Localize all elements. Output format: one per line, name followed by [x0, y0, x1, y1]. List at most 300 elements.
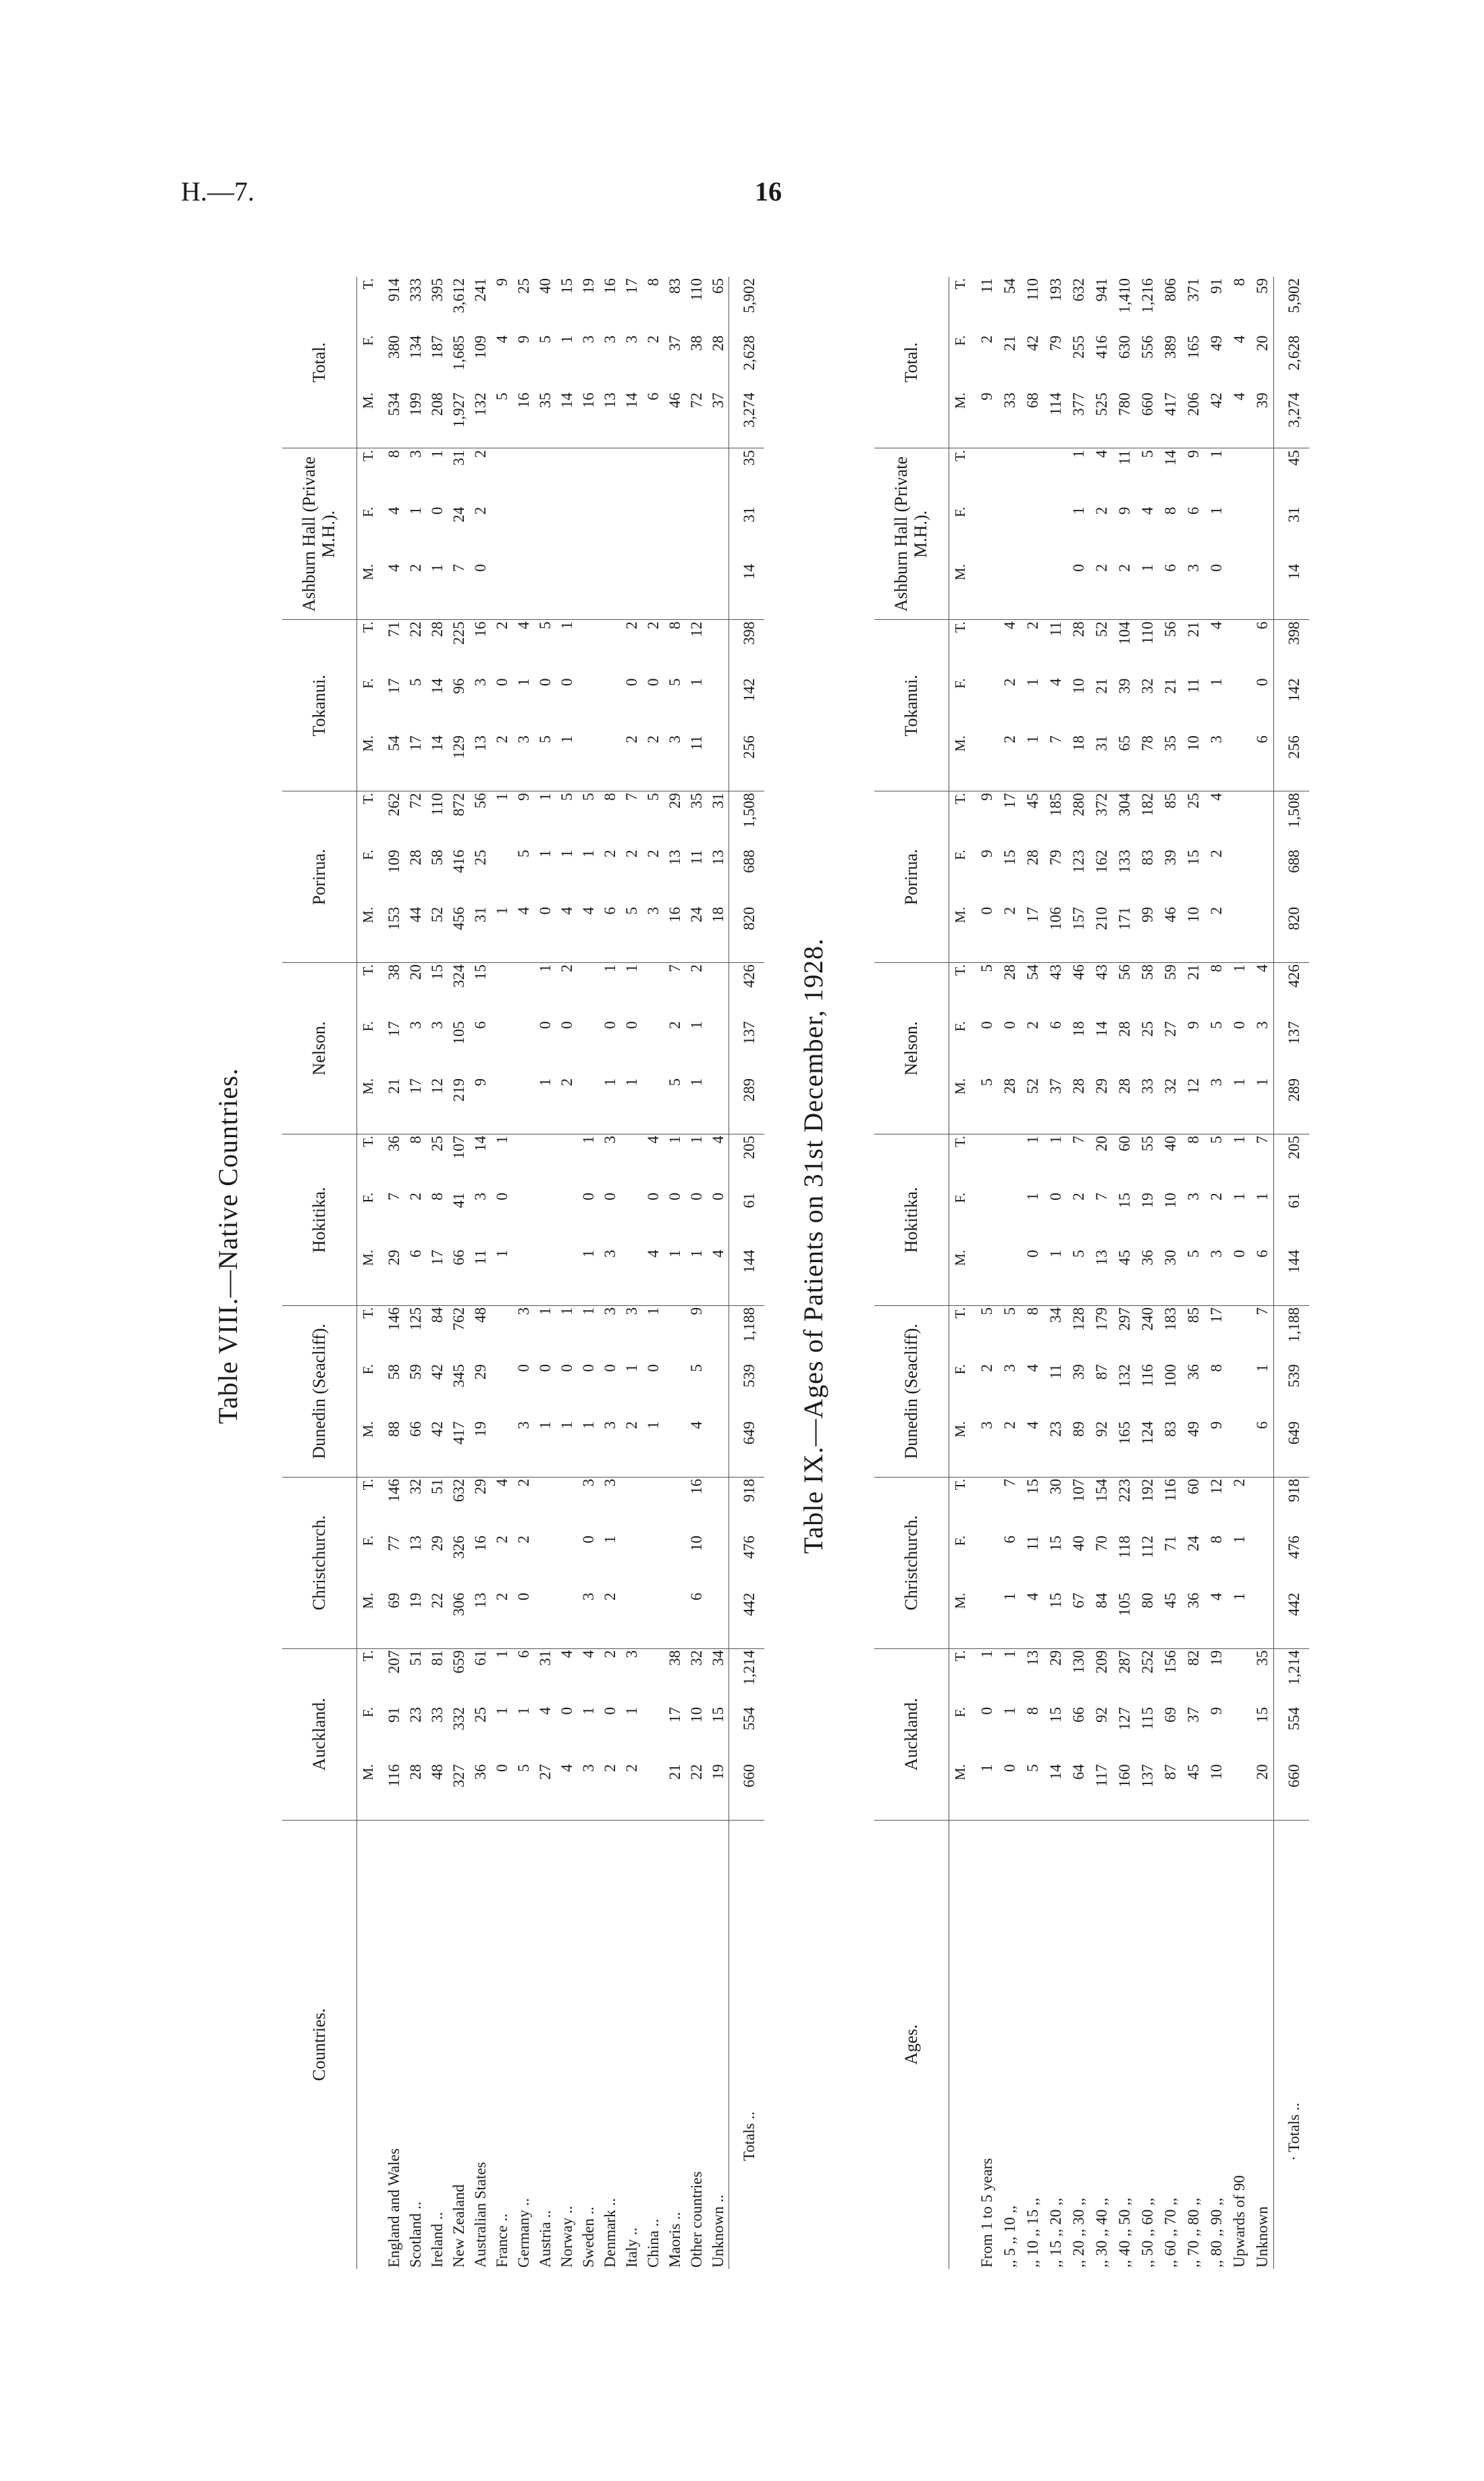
totals-cell: 398 [1274, 620, 1310, 677]
table-cell: 5 [558, 793, 575, 801]
sub-header: T. [359, 964, 376, 976]
table-cell: 33 [998, 391, 1021, 448]
table-cell: 42 [426, 1420, 448, 1478]
table-cell: 118 [1115, 1535, 1133, 1559]
table-cell [971, 1134, 998, 1192]
table-cell: 4 [1001, 621, 1018, 629]
table-cell: 116 [379, 1762, 404, 1820]
sub-header: F. [951, 335, 968, 346]
table-cell: 0 [1253, 678, 1271, 687]
table-cell: 630 [1115, 335, 1133, 359]
table-cell: 2 [1024, 1021, 1041, 1029]
table-cell: 1 [1001, 1706, 1018, 1715]
table-cell: 762 [450, 1307, 467, 1331]
table-cell [1227, 1762, 1250, 1820]
sub-header-spacer [949, 1820, 972, 2269]
table-cell [1227, 1706, 1250, 1763]
totals-label: Totals .. [729, 1820, 765, 2269]
table-cell: 27 [534, 1762, 556, 1820]
table-cell [577, 620, 599, 677]
table-cell [556, 1134, 577, 1192]
table-cell: 2 [644, 335, 662, 344]
table-cell: 1 [687, 1136, 705, 1144]
table-cell: 3 [601, 335, 618, 344]
table-cell: 13 [599, 391, 620, 448]
table-cell: 17 [385, 1021, 402, 1037]
table-cell: 40 [1161, 1136, 1179, 1152]
table-cell: 2 [1113, 563, 1136, 620]
sub-header: F. [359, 1021, 376, 1032]
totals-cell: 144 [1274, 1249, 1310, 1306]
table-cell: 1,410 [1115, 278, 1133, 313]
sub-header: F. [359, 335, 376, 346]
table-cell: 52 [1092, 621, 1110, 637]
row-label: ,, 50 ,, 60 ,, [1138, 2197, 1156, 2268]
table-cell [620, 1191, 642, 1249]
sub-header: M. [357, 1077, 379, 1134]
table-cell: 17 [666, 1706, 683, 1723]
table-cell: 632 [1069, 278, 1087, 302]
table-cell [534, 1534, 556, 1592]
table-cell: 21 [1001, 335, 1018, 351]
table-cell: 1 [687, 1021, 705, 1029]
table-cell [491, 1305, 512, 1363]
table-cell [1250, 1477, 1274, 1534]
table-cell: 2 [1069, 1193, 1087, 1201]
table-cell: 1 [534, 1077, 556, 1134]
table-cell: 49 [1207, 335, 1225, 351]
row-label: Germany .. [514, 2198, 532, 2268]
table-row [1021, 277, 1044, 2269]
table-cell: 7 [385, 1193, 402, 1201]
table-cell [491, 1020, 512, 1077]
table-cell: 0 [644, 1193, 662, 1201]
table-cell: 3 [642, 906, 664, 963]
table-cell: 9 [1184, 450, 1202, 458]
table-cell: 10 [687, 1706, 705, 1723]
table-cell: 14 [620, 391, 642, 448]
table-cell: 0 [579, 1535, 597, 1544]
table-cell: 4 [1230, 335, 1248, 344]
table-cell: 15 [1253, 1706, 1271, 1723]
table-cell: 1 [579, 1307, 597, 1315]
table-cell: 1 [428, 450, 446, 458]
totals-row [729, 277, 765, 2269]
table-cell [620, 563, 642, 620]
table-cell: 41 [450, 1193, 467, 1209]
table-cell: 1 [622, 1706, 640, 1715]
table-cell: 107 [1069, 1478, 1087, 1503]
table-cell: 225 [450, 621, 467, 645]
table-cell [556, 1592, 577, 1649]
column-group-header: Tokanui. [282, 620, 357, 791]
table-cell: 252 [1138, 1650, 1156, 1674]
table-cell [512, 563, 534, 620]
table-cell: 0 [1021, 1249, 1044, 1306]
table-cell [998, 506, 1021, 563]
row-label: England and Wales [385, 2148, 402, 2268]
table-cell: 2 [666, 1021, 683, 1029]
table-cell: 8 [1184, 1136, 1202, 1144]
table-cell: 15 [1024, 1478, 1041, 1494]
column-group-header: Auckland. [282, 1648, 357, 1820]
table-cell: 2 [642, 734, 664, 791]
totals-cell: 476 [1274, 1534, 1310, 1592]
totals-cell: 554 [1274, 1706, 1310, 1763]
table-cell: 20 [406, 964, 424, 981]
table-cell [1227, 1305, 1250, 1363]
table-cell: 24 [685, 906, 707, 963]
totals-cell: 918 [729, 1477, 765, 1534]
table-cell: 6 [1253, 621, 1271, 629]
totals-cell: 61 [729, 1191, 765, 1249]
table-cell: 0 [491, 1762, 512, 1820]
table-cell: 1,927 [448, 391, 469, 448]
table-cell: 0 [644, 678, 662, 686]
table-cell: 157 [1067, 906, 1090, 963]
table-cell: 209 [1092, 1650, 1110, 1674]
table-cell: 1 [601, 1535, 618, 1544]
leader-dots [534, 1820, 556, 1970]
table-cell: 29 [666, 793, 683, 809]
table-cell [971, 563, 998, 620]
table-cell: 2 [1230, 1478, 1248, 1487]
column-group-header: Total. [874, 277, 949, 448]
table-cell [707, 1534, 729, 1592]
table-cell [1250, 1534, 1274, 1592]
table-cell: 36 [1184, 1364, 1202, 1380]
table-cell: 82 [1184, 1650, 1202, 1666]
table-cell [642, 563, 664, 620]
row-label: ,, 70 ,, 80 ,, [1184, 2197, 1202, 2268]
table-cell: 2 [493, 621, 510, 629]
column-group-header: Nelson. [874, 963, 949, 1134]
sub-header: M. [949, 1077, 972, 1134]
table-cell [534, 563, 556, 620]
table-cell: 1 [558, 1307, 575, 1315]
table-cell: 154 [1092, 1478, 1110, 1503]
table-cell: 10 [1069, 678, 1087, 694]
table-cell: 15 [471, 964, 489, 981]
table-cell [491, 1363, 512, 1420]
table-cell: 4 [1046, 678, 1064, 687]
table-cell [620, 1249, 642, 1306]
table-cell: 3 [512, 734, 534, 791]
table-cell: 44 [404, 906, 426, 963]
table-cell: 17 [1001, 793, 1018, 809]
table-cell: 20 [1092, 1136, 1110, 1152]
table-cell: 115 [1138, 1706, 1156, 1730]
leader-dots [998, 1820, 1021, 1970]
leader-dots [1136, 1820, 1159, 1970]
table-cell: 1,216 [1138, 278, 1156, 313]
totals-cell: 31 [1274, 506, 1310, 563]
table-cell: 9 [978, 850, 995, 858]
table-cell: 5 [534, 734, 556, 791]
table-cell: 18 [1069, 1021, 1087, 1037]
totals-cell: 5,902 [1274, 277, 1310, 334]
leader-dots [512, 1820, 534, 1970]
table-cell [707, 448, 729, 506]
table-cell: 2 [998, 906, 1021, 963]
table-cell [534, 506, 556, 563]
table-cell: 326 [450, 1535, 467, 1559]
table-cell: 21 [664, 1762, 685, 1820]
table-cell: 8 [1207, 1364, 1225, 1372]
table-cell: 2 [556, 1077, 577, 1134]
table-cell [620, 1592, 642, 1649]
row-label: ,, 60 ,, 70 ,, [1161, 2197, 1179, 2268]
table-cell [664, 506, 685, 563]
table-cell: 37 [666, 335, 683, 351]
table-cell: 1 [536, 1307, 554, 1315]
table-cell: 39 [1250, 391, 1274, 448]
table-cell: 1 [514, 1706, 532, 1715]
row-label: France .. [493, 2214, 510, 2268]
table-cell: 11 [685, 734, 707, 791]
table-cell: 84 [428, 1307, 446, 1323]
table-cell [664, 1534, 685, 1592]
table-cell: 42 [1024, 335, 1041, 351]
table-cell: 1 [577, 1249, 599, 1306]
totals-cell: 539 [729, 1363, 765, 1420]
row-label: Other countries [687, 2171, 705, 2268]
table-cell: 1 [685, 1249, 707, 1306]
table-cell: 1 [558, 850, 575, 858]
table-cell [642, 1020, 664, 1077]
table-cell [642, 1077, 664, 1134]
row-label: Austria .. [536, 2210, 554, 2268]
table-cell: 20 [1250, 1762, 1274, 1820]
table-cell: 3 [599, 1249, 620, 1306]
table-cell: 2 [622, 621, 640, 629]
table-cell: 1 [1069, 506, 1087, 515]
sub-header: M. [949, 734, 972, 791]
totals-cell: 3,274 [729, 391, 765, 448]
table-cell [577, 734, 599, 791]
table-cell: 109 [385, 850, 402, 873]
table-cell: 21 [1161, 678, 1179, 694]
table-cell: 83 [1138, 850, 1156, 866]
table-cell: 72 [406, 793, 424, 809]
sub-header: T. [359, 1478, 376, 1490]
table-cell [1044, 563, 1067, 620]
totals-cell: 2,628 [729, 334, 765, 392]
sub-header: F. [951, 506, 968, 517]
table-cell [642, 1534, 664, 1592]
table-cell: 117 [1090, 1762, 1113, 1820]
totals-cell: 660 [729, 1762, 765, 1820]
totals-cell: 649 [729, 1420, 765, 1478]
totals-label: · Totals .. [1274, 1820, 1310, 2269]
table-cell: 380 [385, 335, 402, 359]
table-cell: 109 [471, 335, 489, 359]
table-cell: 22 [406, 621, 424, 637]
table-cell [1250, 848, 1274, 906]
table-cell: 0 [1067, 563, 1090, 620]
sub-header: M. [949, 1249, 972, 1306]
table-cell [971, 448, 998, 506]
table-cell: 1 [1207, 678, 1225, 687]
table-cell [664, 1305, 685, 1363]
table-cell: 1 [1024, 1136, 1041, 1144]
totals-cell: 61 [1274, 1191, 1310, 1249]
table-cell: 2 [998, 734, 1021, 791]
sub-header: M. [357, 1762, 379, 1820]
table-cell: 0 [512, 1592, 534, 1649]
table-cell: 45 [1113, 1249, 1136, 1306]
table-cell: 5 [1138, 450, 1156, 458]
totals-cell: 205 [1274, 1134, 1310, 1192]
table-row [491, 277, 512, 2269]
table-cell [556, 1534, 577, 1592]
table-cell: 4 [1253, 964, 1271, 972]
table-ix-title: Table IX.—Ages of Patients on 31st December, 1928. [798, 937, 828, 1555]
table-cell: 4 [1021, 1420, 1044, 1478]
sub-header: F. [359, 678, 376, 689]
table-cell: 134 [406, 335, 424, 359]
table-cell: 3 [579, 1478, 597, 1487]
table-cell: 33 [428, 1706, 446, 1723]
table-cell: 52 [426, 906, 448, 963]
sub-header: T. [951, 278, 968, 290]
table-cell: 223 [1115, 1478, 1133, 1503]
table-cell [577, 963, 599, 1020]
table-cell: 35 [1253, 1650, 1271, 1666]
table-cell: 1 [493, 1136, 510, 1144]
table-cell: 36 [1182, 1592, 1204, 1649]
table-cell: 35 [534, 391, 556, 448]
table-cell [534, 1592, 556, 1649]
table-cell: 10 [1182, 734, 1204, 791]
table-cell: 9 [1115, 506, 1133, 515]
table-row [379, 277, 404, 2269]
table-cell: 1 [1001, 1650, 1018, 1659]
table-cell [707, 677, 729, 735]
table-cell: 0 [622, 1021, 640, 1029]
sub-header: M. [949, 906, 972, 963]
table-cell [707, 1020, 729, 1077]
table-cell: 2 [406, 1193, 424, 1201]
table-cell: 2 [471, 450, 489, 458]
totals-cell: 688 [1274, 848, 1310, 906]
table-cell: 1 [601, 964, 618, 972]
table-cell: 11 [1046, 621, 1064, 637]
sub-header: F. [951, 1535, 968, 1546]
table-cell: 0 [1227, 1249, 1250, 1306]
table-cell: 2 [1024, 621, 1041, 629]
table-cell: 19 [404, 1592, 426, 1649]
table-row [620, 277, 642, 2269]
totals-cell: 14 [729, 563, 765, 620]
leader-dots [404, 1820, 426, 1970]
totals-cell: 5,902 [729, 277, 765, 334]
table-cell: 17 [1021, 906, 1044, 963]
sub-header: M. [949, 391, 972, 448]
table-cell: 0 [1046, 1193, 1064, 1201]
table-cell: 130 [1069, 1650, 1087, 1674]
table-row [426, 277, 448, 2269]
table-cell [512, 506, 534, 563]
table-cell: 210 [1090, 906, 1113, 963]
row-label: China .. [644, 2218, 662, 2268]
table-cell: 31 [536, 1650, 554, 1666]
table-cell: 35 [687, 793, 705, 809]
table-cell: 87 [1159, 1762, 1182, 1820]
table-cell: 64 [1067, 1762, 1090, 1820]
table-cell: 15 [1046, 1706, 1064, 1723]
table-cell: 45 [1024, 793, 1041, 809]
table-cell [556, 1191, 577, 1249]
table-cell: 71 [385, 621, 402, 637]
table-cell: 4 [1024, 1364, 1041, 1372]
table-cell: 4 [385, 506, 402, 515]
table-cell: 45 [1159, 1592, 1182, 1649]
table-cell: 92 [1090, 1420, 1113, 1478]
table-cell: 5 [1067, 1249, 1090, 1306]
table-cell [707, 1305, 729, 1363]
leader-dots [556, 1820, 577, 1970]
table-cell: 5 [644, 793, 662, 801]
column-group-header: Porirua. [874, 791, 949, 963]
table-cell: 3 [577, 1592, 599, 1649]
table-cell: 1 [558, 335, 575, 344]
table-cell: 46 [1159, 906, 1182, 963]
table-cell: 36 [1136, 1249, 1159, 1306]
table-cell: 37 [707, 391, 729, 448]
table-ix [798, 223, 1333, 2269]
table-cell: 1 [1069, 450, 1087, 458]
table-cell: 83 [1159, 1420, 1182, 1478]
table-cell: 1 [1230, 1193, 1248, 1201]
table-cell [1227, 734, 1250, 791]
table-cell: 66 [404, 1420, 426, 1478]
totals-cell: 442 [1274, 1592, 1310, 1649]
table-cell: 10 [1182, 906, 1204, 963]
table-cell: 11 [469, 1249, 491, 1306]
table-cell: 29 [428, 1535, 446, 1551]
sub-header: F. [359, 1193, 376, 1203]
leader-dots [1250, 1820, 1274, 1970]
table-cell [1227, 906, 1250, 963]
sub-header: M. [357, 1420, 379, 1478]
table-cell: 11 [1024, 1535, 1041, 1551]
sub-header: M. [949, 1420, 972, 1478]
table-cell [971, 677, 998, 735]
table-cell: 99 [1136, 906, 1159, 963]
table-cell: 38 [687, 335, 705, 351]
table-cell: 6 [1250, 1420, 1274, 1478]
table-cell: 4 [1021, 1592, 1044, 1649]
table-cell: 6 [1159, 563, 1182, 620]
table-cell [491, 506, 512, 563]
table-cell [534, 448, 556, 506]
table-cell: 0 [579, 1364, 597, 1372]
leader-dots [1021, 1820, 1044, 1970]
table-cell: 4 [1092, 450, 1110, 458]
table-cell: 3 [622, 1307, 640, 1315]
table-cell: 51 [406, 1650, 424, 1666]
sub-header: M. [357, 1249, 379, 1306]
table-cell: 632 [450, 1478, 467, 1503]
table-cell: 153 [379, 906, 404, 963]
table-cell: 780 [1113, 391, 1136, 448]
leader-dots [971, 1820, 998, 1970]
totals-cell: 256 [1274, 734, 1310, 791]
table-cell: 28 [1024, 850, 1041, 866]
table-row [998, 277, 1021, 2269]
table-cell: 31 [1090, 734, 1113, 791]
